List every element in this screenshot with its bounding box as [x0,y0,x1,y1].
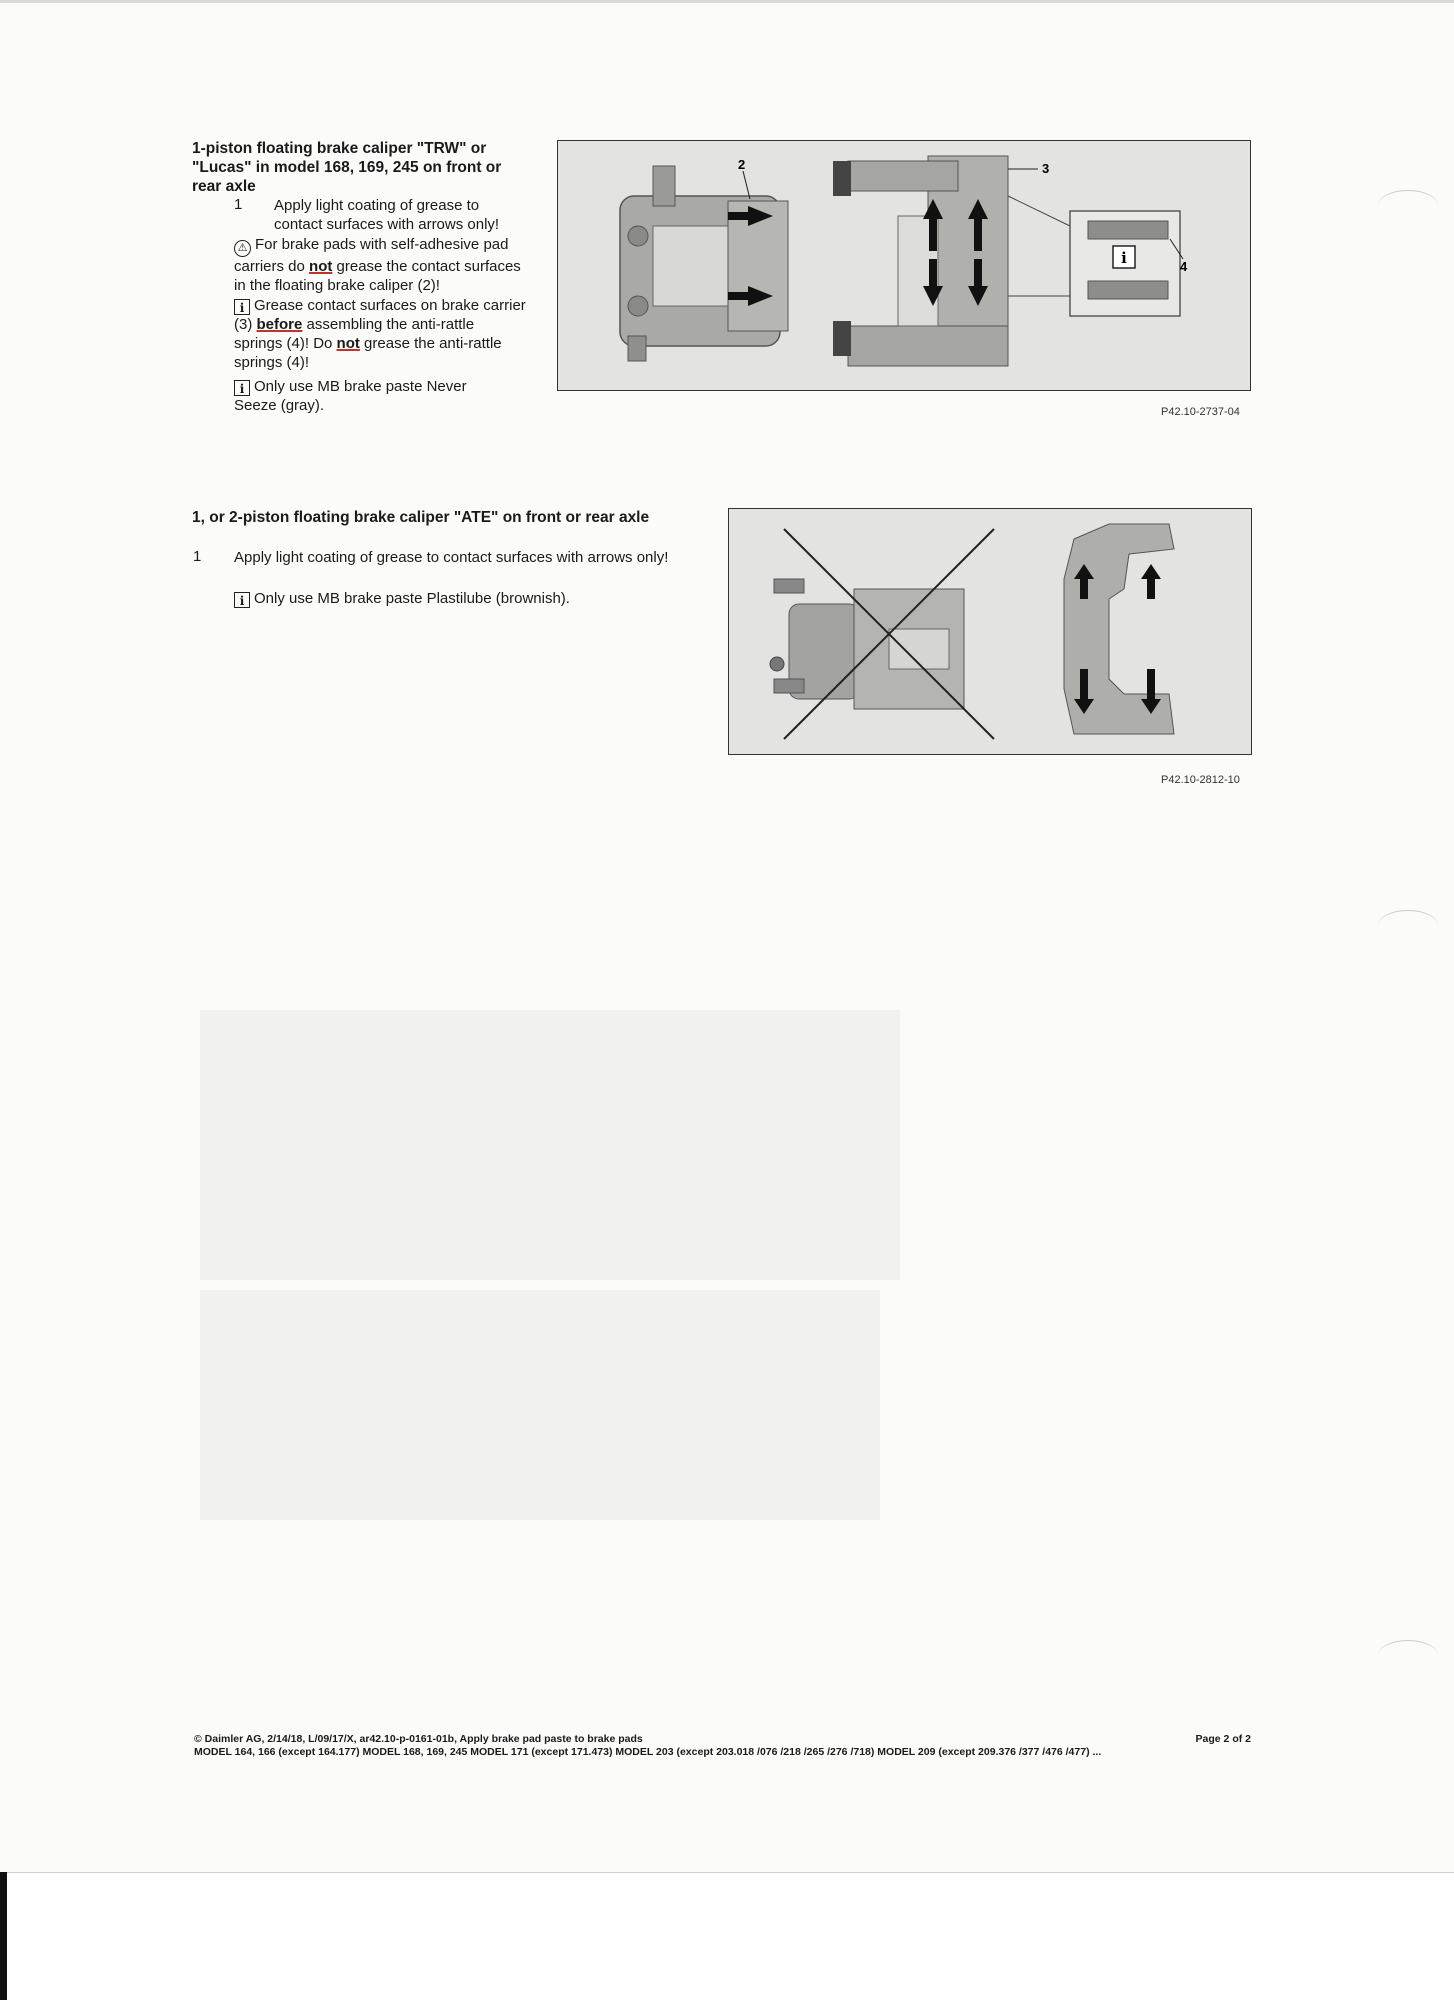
emphasis-before: before [256,316,303,333]
scan-bottom-margin [0,1872,1454,2001]
figure-trw-caliper [557,140,1251,391]
footer-page-number: Page 2 of 2 [1195,1733,1251,1745]
figure-code: P42.10-2812-10 [1161,774,1240,786]
emphasis-not: not [309,258,333,275]
info-icon: i [234,592,250,608]
top-edge [0,0,1454,3]
floating-caliper-drawing [620,166,788,361]
caliper-illustration [558,141,1249,389]
warning-text-pre: For brake pads with self-adhesive pad carriers do [234,236,509,275]
info-note-1-post: grease the anti-rattle springs (4)! [234,335,502,371]
callout-4: 4 [1180,259,1188,274]
bleed-through-block [200,1290,880,1520]
warning-text-post: grease the contact surfaces in the floating brake caliper (2)! [234,258,521,294]
info-note [234,589,674,608]
step-number: 1 [234,196,243,213]
figure-ate-caliper [728,508,1252,755]
info-icon: i [234,299,250,315]
footer-models: MODEL 164, 166 (except 164.177) MODEL 168, 169, 245 MODEL 171 (except 171.473) MODEL 203 (except 203.018 /076 /218 /265 /276 /718) MODEL 209 (except 209.376 /377 /476 /477) ... [194,1746,1102,1758]
caliper-illustration [729,509,1250,753]
info-note-1-mid: assembling the anti-rattle springs (4)! Do [234,316,475,352]
info-note-1-pre: Grease contact surfaces on brake carrier (3) [234,297,526,333]
step-text: Apply light coating of grease to contact surfaces with arrows only! [234,549,669,566]
footer-copyright: © Daimler AG, 2/14/18, L/09/17/X, ar42.10-p-0161-01b, Apply brake pad paste to brake pads [194,1733,643,1745]
callout-2: 2 [738,157,746,172]
warning-icon: ⚠ [234,240,251,257]
emphasis-not: not [336,335,360,352]
info-note-text: Only use MB brake paste Plastilube (brownish). [254,590,570,607]
figure-code: P42.10-2737-04 [1161,406,1240,418]
scan-left-edge [0,1872,7,2000]
info-note-2 [234,377,504,415]
svg-text:i: i [1121,249,1127,267]
step-number: 1 [193,548,202,565]
info-note-1 [234,296,526,372]
section1-heading: 1-piston floating brake caliper "TRW" or "Lucas" in model 168, 169, 245 on front or rear axle [192,140,502,195]
punch-hole-mark [1378,910,1438,941]
step-text: Apply light coating of grease to contact surfaces with arrows only! [274,197,500,233]
punch-hole-mark [1378,190,1438,221]
section2-heading: 1, or 2-piston floating brake caliper "ATE" on front or rear axle [192,509,650,526]
info-icon: i [234,380,250,396]
bleed-through-block [200,1010,900,1280]
info-note-2-text: Only use MB brake paste Never Seeze (gray). [234,378,467,414]
anti-rattle-spring-drawing [1008,196,1180,316]
warning-note [234,235,530,295]
punch-hole-mark [1378,1640,1438,1671]
caliper-assembly-drawing [770,579,964,709]
callout-3: 3 [1042,161,1050,176]
